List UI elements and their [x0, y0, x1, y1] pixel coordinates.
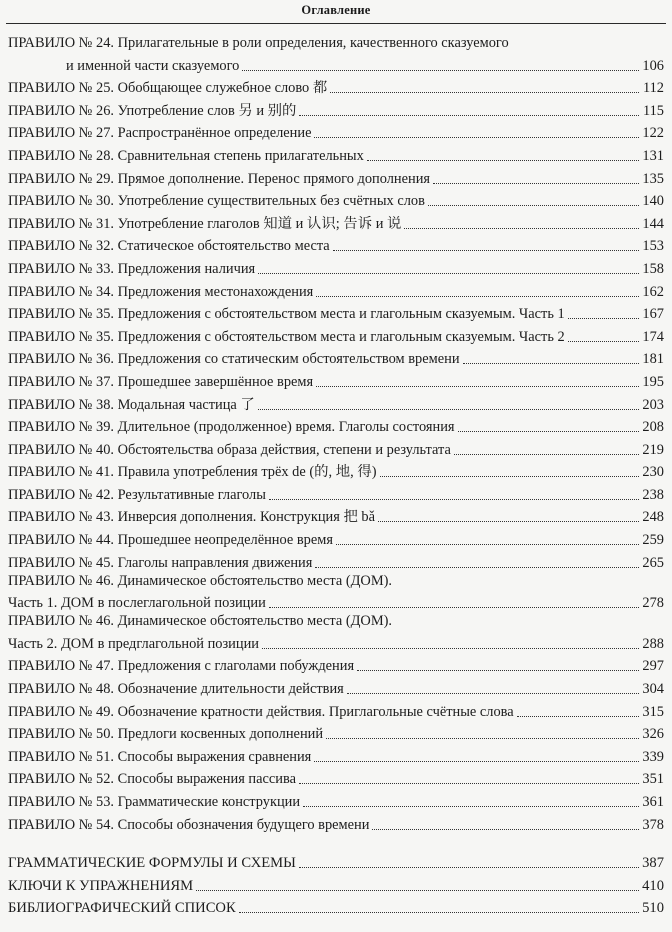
- toc-entry: [8, 743, 664, 766]
- toc-entry: [8, 278, 664, 301]
- page-number: 112: [642, 80, 664, 97]
- toc-entry-text: ПРАВИЛО № 48. Обозначение длительности действия: [8, 681, 344, 698]
- page-number: 259: [642, 532, 664, 549]
- page-number: 208: [642, 419, 664, 436]
- toc-entry-line: [8, 97, 664, 120]
- toc-entry: [8, 572, 664, 613]
- toc-entry: [8, 165, 664, 188]
- dot-leader: [314, 761, 639, 762]
- dot-leader: [357, 670, 639, 671]
- page-number: 297: [642, 658, 664, 675]
- toc-entry-text: ПРАВИЛО № 34. Предложения местонахождения: [8, 283, 314, 300]
- toc-entry-line: [8, 278, 664, 301]
- page-number: 158: [642, 260, 664, 277]
- toc-entry-text: ПРАВИЛО № 32. Статическое обстоятельство места: [8, 238, 330, 255]
- toc-entry: [8, 504, 664, 527]
- dot-leader: [568, 341, 639, 342]
- toc-section-title: ГРАММАТИЧЕСКИЕ ФОРМУЛЫ И СХЕМЫ: [8, 855, 296, 872]
- toc-entry: [8, 811, 664, 834]
- toc-entry-line: [8, 34, 664, 52]
- toc-entry: [8, 526, 664, 549]
- dot-leader: [239, 912, 639, 913]
- toc-entry-text: ПРАВИЛО № 44. Прошедшее неопределённое время: [8, 532, 333, 549]
- toc-entry-line: [8, 630, 664, 653]
- toc-entry: [8, 188, 664, 211]
- toc-entry-line: [8, 612, 664, 630]
- page-number: 351: [642, 771, 664, 788]
- page-number: 167: [642, 306, 664, 323]
- toc-entry-text: ПРАВИЛО № 46. Динамическое обстоятельство места (ДОМ).: [8, 613, 393, 630]
- page-number: 106: [642, 57, 664, 74]
- toc-entry: [8, 97, 664, 120]
- toc-entry-text: ПРАВИЛО № 43. Инверсия дополнения. Конструкция 把 bǎ: [8, 509, 376, 526]
- page-number: 339: [642, 748, 664, 765]
- toc-entry: [8, 436, 664, 459]
- toc-entry-line: [8, 526, 664, 549]
- toc-entry-line: [8, 675, 664, 698]
- toc-entry: [8, 391, 664, 414]
- toc-entry-line: [8, 391, 664, 414]
- toc-entry-text: ПРАВИЛО № 38. Модальная частица 了: [8, 396, 255, 413]
- toc-entry-line: [8, 721, 664, 744]
- page-number: 135: [642, 170, 664, 187]
- dot-leader: [299, 867, 639, 868]
- toc-entry: [8, 788, 664, 811]
- toc-entry-line: [8, 459, 664, 482]
- toc-entry-line: [8, 233, 664, 256]
- toc-entry: [8, 675, 664, 698]
- dot-leader: [517, 716, 639, 717]
- table-of-contents: [8, 34, 664, 917]
- page-number: 248: [642, 509, 664, 526]
- toc-entry-text: ПРАВИЛО № 53. Грамматические конструкции: [8, 794, 301, 810]
- page-header: [0, 0, 672, 26]
- dot-leader: [262, 648, 639, 649]
- page-number: 230: [642, 464, 664, 481]
- dot-leader: [258, 273, 639, 274]
- toc-entry-text: ПРАВИЛО № 52. Способы выражения пассива: [8, 771, 296, 788]
- dot-leader: [242, 70, 639, 71]
- toc-entry-line: [8, 210, 664, 233]
- toc-section-title: КЛЮЧИ К УПРАЖНЕНИЯМ: [8, 877, 194, 894]
- page-number: 115: [642, 102, 664, 119]
- toc-entry-text: и именной части сказуемого: [66, 57, 240, 74]
- page-number: 174: [642, 328, 664, 345]
- page-title: Оглавление: [301, 3, 371, 17]
- toc-entry-text: ПРАВИЛО № 30. Употребление существительных без счётных слов: [8, 193, 425, 210]
- dot-leader: [454, 454, 639, 455]
- dot-leader: [269, 499, 639, 500]
- page-number: 265: [642, 554, 664, 571]
- toc-section-title: БИБЛИОГРАФИЧЕСКИЙ СПИСОК: [8, 900, 236, 917]
- toc-entry: [8, 346, 664, 369]
- page-number: 219: [642, 441, 664, 458]
- toc-entry: [8, 414, 664, 437]
- toc-entry-text: ПРАВИЛО № 47. Предложения с глаголами побуждения: [8, 658, 355, 675]
- toc-entry-line: [8, 346, 664, 369]
- toc-entry: [8, 323, 664, 346]
- toc-entry-line: [8, 75, 664, 98]
- toc-entry-line: [8, 165, 664, 188]
- page-number: 288: [642, 635, 664, 652]
- toc-entry-line: [8, 743, 664, 766]
- toc-entry-line: [8, 504, 664, 527]
- toc-entry-text: Часть 1. ДОМ в послеглагольной позиции: [8, 595, 266, 612]
- toc-entry: [8, 459, 664, 482]
- toc-entry-text: ПРАВИЛО № 29. Прямое дополнение. Перенос прямого дополнения: [8, 170, 431, 187]
- toc-entry: [8, 721, 664, 744]
- toc-entry-text: ПРАВИЛО № 35. Предложения с обстоятельством места и глагольным сказуемым. Часть 2: [8, 328, 565, 345]
- toc-section: [8, 850, 664, 873]
- page-number: 144: [642, 215, 664, 232]
- toc-entry-line: [8, 572, 664, 590]
- dot-leader: [303, 806, 639, 807]
- page-number: 304: [642, 681, 664, 698]
- toc-entry-text: Часть 2. ДОМ в предглагольной позиции: [8, 635, 259, 652]
- toc-section: [8, 895, 664, 918]
- toc-entry-text: ПРАВИЛО № 27. Распространённое определение: [8, 125, 312, 142]
- toc-section: [8, 872, 664, 895]
- toc-entry: [8, 120, 664, 143]
- toc-entry: [8, 481, 664, 504]
- page-number: 162: [642, 283, 664, 300]
- toc-entry-line: [8, 436, 664, 459]
- dot-leader: [333, 250, 639, 251]
- toc-entry-line: [8, 811, 664, 834]
- page-number: 361: [642, 794, 664, 810]
- toc-entry-text: ПРАВИЛО № 49. Обозначение кратности действия. Приглагольные счётные слова: [8, 703, 514, 720]
- dot-leader: [196, 890, 639, 891]
- header-divider: [6, 23, 666, 24]
- page-number: 326: [642, 726, 664, 743]
- page-number: 140: [642, 193, 664, 210]
- page-number: 510: [642, 900, 664, 917]
- toc-entry-line: [8, 368, 664, 391]
- toc-entry-line: [8, 549, 664, 572]
- page-number: 315: [642, 703, 664, 720]
- dot-leader: [568, 318, 639, 319]
- toc-entry-text: ПРАВИЛО № 33. Предложения наличия: [8, 260, 256, 277]
- toc-entry: [8, 75, 664, 98]
- dot-leader: [316, 296, 639, 297]
- page-number: 153: [642, 238, 664, 255]
- page-number: 122: [642, 125, 664, 142]
- dot-leader: [378, 521, 639, 522]
- toc-entry-text: ПРАВИЛО № 46. Динамическое обстоятельство места (ДОМ).: [8, 572, 393, 589]
- dot-leader: [326, 738, 639, 739]
- toc-section-line: [8, 872, 664, 895]
- toc-entry-line: [8, 142, 664, 165]
- toc-entry: [8, 653, 664, 676]
- dot-leader: [428, 205, 639, 206]
- toc-entry-text: ПРАВИЛО № 26. Употребление слов 另 и 别的: [8, 102, 297, 119]
- toc-entry: [8, 142, 664, 165]
- page-number: 238: [642, 486, 664, 503]
- toc-entry-line: [8, 301, 664, 324]
- toc-entry: [8, 549, 664, 572]
- page-number: 378: [642, 816, 664, 833]
- toc-entry-line: [8, 653, 664, 676]
- toc-entry-text: ПРАВИЛО № 28. Сравнительная степень прилагательных: [8, 147, 364, 164]
- dot-leader: [458, 431, 639, 432]
- toc-entry-text: ПРАВИЛО № 39. Длительное (продолженное) время. Глаголы состояния: [8, 419, 455, 436]
- dot-leader: [463, 363, 639, 364]
- toc-entry-line: [8, 255, 664, 278]
- page-number: 203: [642, 396, 664, 413]
- dot-leader: [336, 544, 639, 545]
- toc-entry-text: ПРАВИЛО № 54. Способы обозначения будущего времени: [8, 816, 370, 833]
- page-number: 195: [642, 373, 664, 390]
- dot-leader: [315, 567, 639, 568]
- page-number: 131: [642, 147, 664, 164]
- page-number: 278: [642, 595, 664, 612]
- toc-entry-line: [8, 323, 664, 346]
- page-number: 181: [642, 351, 664, 368]
- toc-entry: [8, 34, 664, 75]
- dot-leader: [433, 183, 639, 184]
- toc-entry-text: ПРАВИЛО № 24. Прилагательные в роли определения, качественного сказуемого: [8, 35, 509, 51]
- dot-leader: [258, 409, 639, 410]
- toc-entry-line: [8, 590, 664, 613]
- toc-entry-text: ПРАВИЛО № 35. Предложения с обстоятельством места и глагольным сказуемым. Часть 1: [8, 306, 565, 323]
- dot-leader: [330, 92, 639, 93]
- toc-entry: [8, 233, 664, 256]
- section-gap: [8, 834, 664, 850]
- toc-entry-line: [8, 766, 664, 789]
- page-number: 387: [642, 855, 664, 872]
- dot-leader: [372, 829, 639, 830]
- toc-entry-line: [8, 698, 664, 721]
- toc-entry: [8, 368, 664, 391]
- toc-entry: [8, 210, 664, 233]
- toc-entry-text: ПРАВИЛО № 51. Способы выражения сравнения: [8, 748, 312, 765]
- dot-leader: [367, 160, 639, 161]
- toc-entry-text: ПРАВИЛО № 36. Предложения со статическим обстоятельством времени: [8, 351, 460, 368]
- toc-entry-text: ПРАВИЛО № 45. Глаголы направления движения: [8, 554, 313, 571]
- toc-entry-text: ПРАВИЛО № 37. Прошедшее завершённое время: [8, 373, 314, 390]
- toc-entry: [8, 612, 664, 653]
- toc-entry-text: ПРАВИЛО № 42. Результативные глаголы: [8, 486, 266, 503]
- dot-leader: [299, 783, 639, 784]
- dot-leader: [347, 693, 639, 694]
- toc-entry-text: ПРАВИЛО № 40. Обстоятельства образа действия, степени и результата: [8, 441, 451, 458]
- toc-section-line: [8, 850, 664, 873]
- toc-entry: [8, 301, 664, 324]
- dot-leader: [314, 137, 639, 138]
- dot-leader: [380, 476, 639, 477]
- toc-entry-text: ПРАВИЛО № 41. Правила употребления трёх de (的, 地, 得): [8, 464, 377, 481]
- page-number: 410: [642, 877, 664, 894]
- dot-leader: [404, 228, 639, 229]
- dot-leader: [316, 386, 639, 387]
- toc-entry: [8, 766, 664, 789]
- toc-entry-line: [8, 481, 664, 504]
- toc-entry-line: [8, 414, 664, 437]
- dot-leader: [269, 607, 639, 608]
- toc-entry: [8, 255, 664, 278]
- toc-entry-text: ПРАВИЛО № 25. Обобщающее служебное слово 都: [8, 80, 328, 97]
- toc-entry-text: ПРАВИЛО № 31. Употребление глаголов 知道 и 认识; 告诉 и 说: [8, 215, 402, 232]
- toc-entry-text: ПРАВИЛО № 50. Предлоги косвенных дополнений: [8, 726, 324, 743]
- toc-section-line: [8, 895, 664, 918]
- toc-entry: [8, 698, 664, 721]
- toc-entry-line: [8, 188, 664, 211]
- toc-entry-line: [8, 788, 664, 811]
- toc-entry-line: [8, 52, 664, 75]
- toc-entry-line: [8, 120, 664, 143]
- dot-leader: [299, 115, 639, 116]
